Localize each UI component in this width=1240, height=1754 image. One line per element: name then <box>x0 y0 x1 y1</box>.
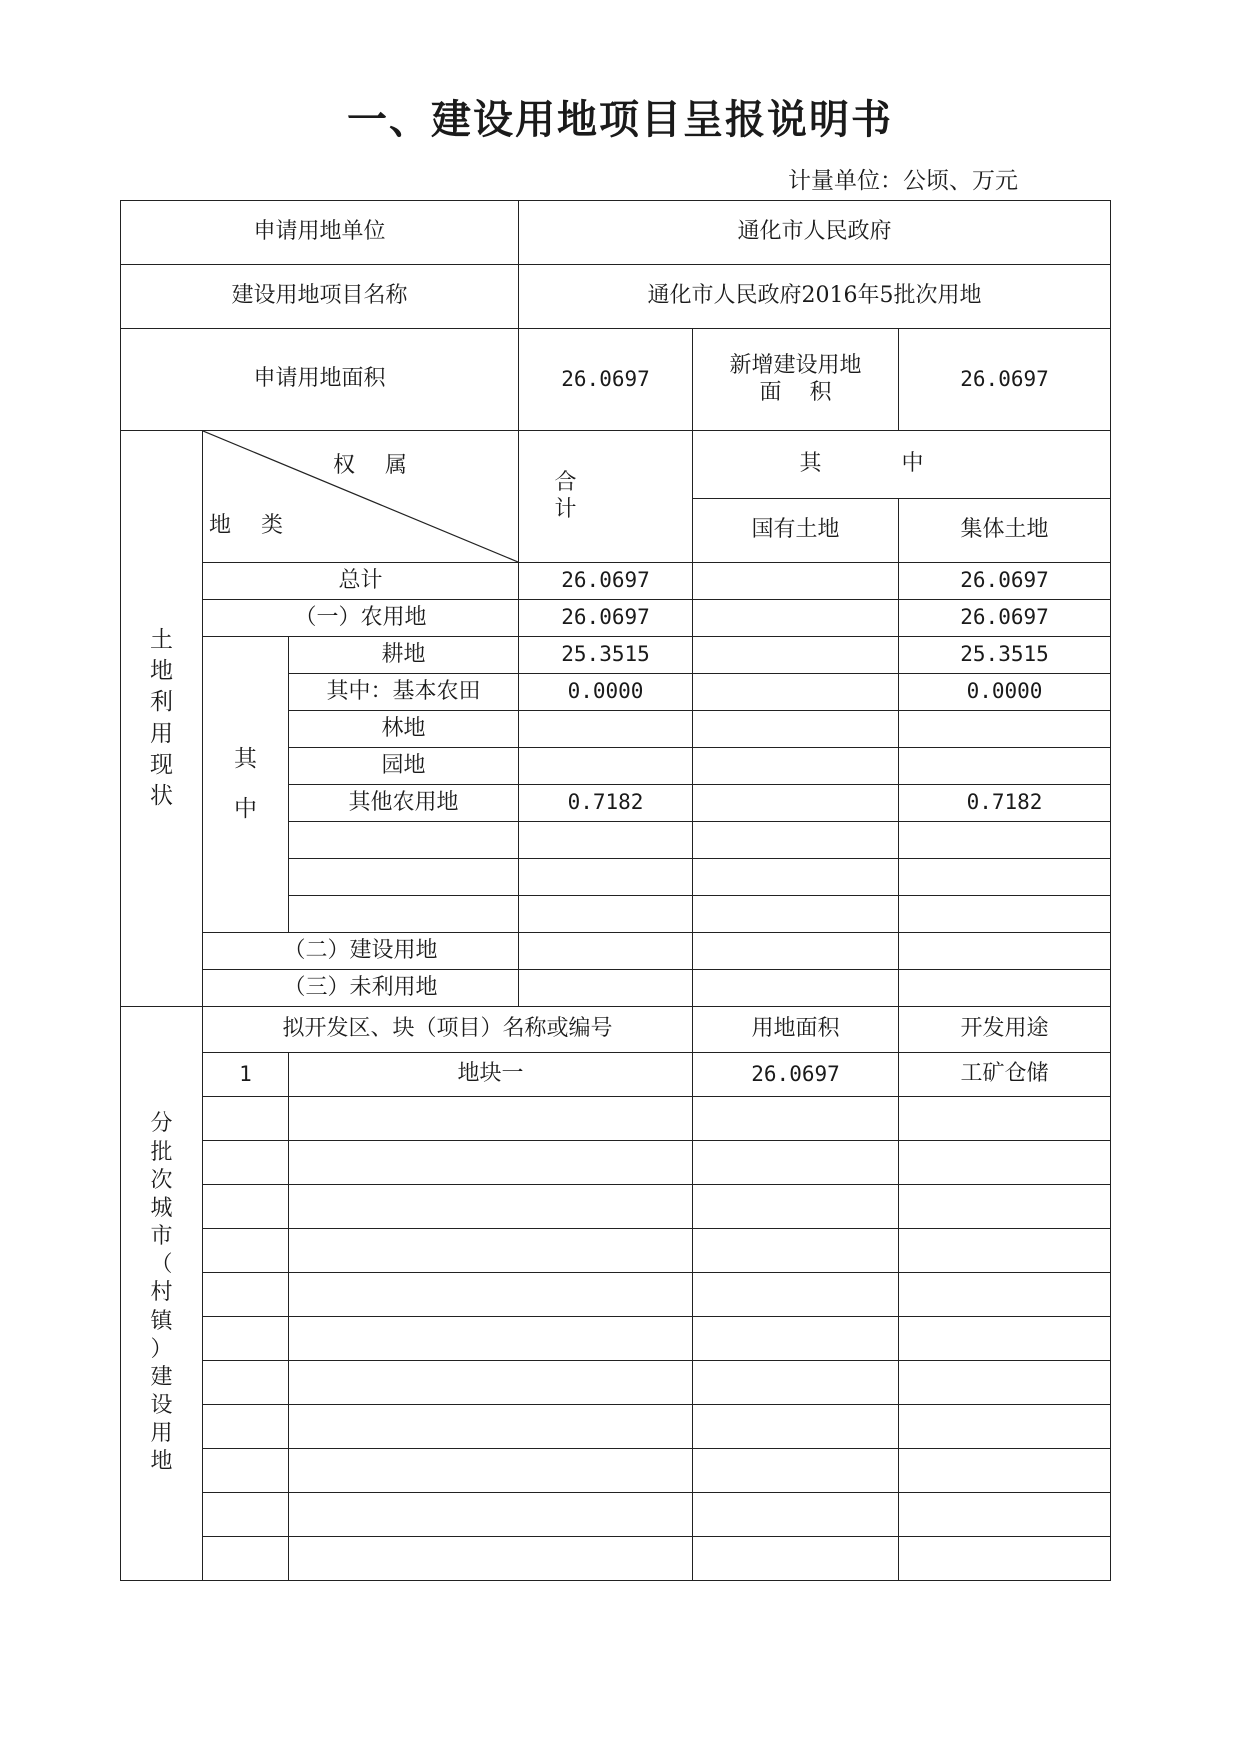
plot-use <box>899 1141 1111 1185</box>
plot-number <box>203 1273 289 1317</box>
batch-row <box>121 1449 1111 1493</box>
plot-area <box>693 1317 899 1361</box>
project-label: 建设用地项目名称 <box>121 265 519 329</box>
batch-section-char: 次 <box>150 1167 173 1193</box>
batch-row <box>121 1053 1111 1097</box>
row-total <box>519 711 693 748</box>
batch-section-char: 地 <box>150 1449 173 1475</box>
batch-row <box>121 1273 1111 1317</box>
land-type-label <box>289 859 519 896</box>
land-type-label <box>289 896 519 933</box>
row-collective: 25.3515 <box>899 637 1111 674</box>
row-total <box>519 859 693 896</box>
plot-name <box>289 1273 693 1317</box>
plot-use <box>899 1097 1111 1141</box>
row-state-owned <box>693 563 899 600</box>
batch-header-row <box>121 1007 1111 1053</box>
batch-section-char: 村 <box>150 1280 173 1306</box>
header-ownership: 权属 <box>333 453 438 478</box>
plot-area <box>693 1537 899 1581</box>
row-state-owned <box>693 859 899 896</box>
land-type-label: （二）建设用地 <box>203 933 519 970</box>
row-total: 26.0697 <box>519 563 693 600</box>
batch-row <box>121 1537 1111 1581</box>
plot-number <box>203 1537 289 1581</box>
row-state-owned <box>693 933 899 970</box>
new-area-label-line1: 新增建设用地 <box>729 353 862 379</box>
inner-label-char: 其 <box>234 746 257 773</box>
land-use-row <box>121 933 1111 970</box>
row-state-owned <box>693 970 899 1007</box>
plot-area <box>693 1493 899 1537</box>
batch-section-label <box>121 1007 203 1581</box>
inner-label-char: 中 <box>234 795 257 822</box>
row-total: 26.0697 <box>519 600 693 637</box>
plot-area <box>693 1229 899 1273</box>
diagonal-line <box>203 431 518 562</box>
land-use-section-label <box>121 431 203 1007</box>
applicant-value: 通化市人民政府 <box>519 201 1111 265</box>
header-plot-name: 拟开发区、块（项目）名称或编号 <box>203 1007 693 1053</box>
applicant-label: 申请用地单位 <box>121 201 519 265</box>
batch-section-char: 设 <box>150 1393 173 1419</box>
row-collective: 0.0000 <box>899 674 1111 711</box>
new-construction-area-label <box>693 329 899 431</box>
batch-section-char: 建 <box>150 1364 173 1390</box>
plot-use: 工矿仓储 <box>899 1053 1111 1097</box>
land-use-row <box>121 970 1111 1007</box>
land-type-label: 耕地 <box>289 637 519 674</box>
batch-section-char: 市 <box>150 1224 173 1250</box>
header-collective-land: 集体土地 <box>899 499 1111 563</box>
row-state-owned <box>693 748 899 785</box>
plot-name <box>289 1185 693 1229</box>
row-total: 25.3515 <box>519 637 693 674</box>
plot-area <box>693 1361 899 1405</box>
diagonal-header-cell <box>203 431 519 563</box>
plot-use <box>899 1537 1111 1581</box>
plot-area <box>693 1405 899 1449</box>
row-collective <box>899 822 1111 859</box>
row-collective <box>899 896 1111 933</box>
land-use-section-char: 地 <box>150 658 173 685</box>
new-area-value: 26.0697 <box>899 329 1111 431</box>
plot-area <box>693 1141 899 1185</box>
inner-of-which-label <box>203 637 289 933</box>
plot-name <box>289 1229 693 1273</box>
new-area-label-line2: 面 积 <box>759 379 832 405</box>
row-total: 0.7182 <box>519 785 693 822</box>
row-collective: 26.0697 <box>899 600 1111 637</box>
plot-use <box>899 1317 1111 1361</box>
plot-number <box>203 1405 289 1449</box>
batch-row <box>121 1185 1111 1229</box>
batch-row <box>121 1141 1111 1185</box>
row-collective: 0.7182 <box>899 785 1111 822</box>
plot-name <box>289 1361 693 1405</box>
plot-name <box>289 1405 693 1449</box>
land-type-label: 林地 <box>289 711 519 748</box>
row-state-owned <box>693 674 899 711</box>
header-land-area: 用地面积 <box>693 1007 899 1053</box>
land-type-label: （三）未利用地 <box>203 970 519 1007</box>
land-type-label: （一）农用地 <box>203 600 519 637</box>
project-row <box>121 265 1111 329</box>
plot-name: 地块一 <box>289 1053 693 1097</box>
land-use-row <box>121 637 1111 674</box>
row-collective <box>899 859 1111 896</box>
row-state-owned <box>693 822 899 859</box>
batch-row <box>121 1405 1111 1449</box>
header-land-type: 地类 <box>209 513 314 538</box>
plot-name <box>289 1141 693 1185</box>
plot-area <box>693 1273 899 1317</box>
batch-section-char: 分 <box>150 1111 173 1137</box>
batch-row <box>121 1229 1111 1273</box>
plot-use <box>899 1361 1111 1405</box>
row-total <box>519 933 693 970</box>
plot-name <box>289 1097 693 1141</box>
application-form-table <box>120 200 1111 1581</box>
land-use-row <box>121 600 1111 637</box>
batch-row <box>121 1317 1111 1361</box>
land-use-section-char: 现 <box>150 751 173 778</box>
row-total <box>519 896 693 933</box>
applicant-row <box>121 201 1111 265</box>
plot-use <box>899 1405 1111 1449</box>
row-state-owned <box>693 637 899 674</box>
area-label: 申请用地面积 <box>121 329 519 431</box>
plot-use <box>899 1229 1111 1273</box>
plot-number <box>203 1361 289 1405</box>
row-total <box>519 748 693 785</box>
land-type-label: 总计 <box>203 563 519 600</box>
plot-number <box>203 1097 289 1141</box>
plot-number <box>203 1185 289 1229</box>
plot-name <box>289 1493 693 1537</box>
land-type-label <box>289 822 519 859</box>
plot-area <box>693 1185 899 1229</box>
plot-name <box>289 1537 693 1581</box>
header-development-use: 开发用途 <box>899 1007 1111 1053</box>
plot-number: 1 <box>203 1053 289 1097</box>
plot-use <box>899 1185 1111 1229</box>
row-state-owned <box>693 600 899 637</box>
project-value: 通化市人民政府2016年5批次用地 <box>519 265 1111 329</box>
row-collective <box>899 970 1111 1007</box>
land-type-label: 其中：基本农田 <box>289 674 519 711</box>
plot-number <box>203 1141 289 1185</box>
batch-row <box>121 1361 1111 1405</box>
batch-section-char: 城 <box>150 1195 173 1221</box>
plot-area: 26.0697 <box>693 1053 899 1097</box>
plot-name <box>289 1449 693 1493</box>
land-use-section-char: 利 <box>150 689 173 716</box>
header-state-owned-land: 国有土地 <box>693 499 899 563</box>
batch-section-char: （ <box>150 1252 173 1278</box>
header-total: 合计 <box>519 431 693 563</box>
plot-area <box>693 1097 899 1141</box>
area-value: 26.0697 <box>519 329 693 431</box>
measurement-unit: 计量单位：公顷、万元 <box>788 168 1018 194</box>
plot-use <box>899 1449 1111 1493</box>
row-total <box>519 970 693 1007</box>
row-collective: 26.0697 <box>899 563 1111 600</box>
plot-number <box>203 1229 289 1273</box>
land-type-label: 园地 <box>289 748 519 785</box>
batch-section-char: 批 <box>150 1139 173 1165</box>
row-state-owned <box>693 711 899 748</box>
batch-section-char: 镇 <box>150 1308 173 1334</box>
row-total: 0.0000 <box>519 674 693 711</box>
plot-name <box>289 1317 693 1361</box>
document-title: 一、建设用地项目呈报说明书 <box>347 97 893 143</box>
row-state-owned <box>693 896 899 933</box>
header-of-which: 其中 <box>693 431 1111 499</box>
row-total <box>519 822 693 859</box>
batch-row <box>121 1097 1111 1141</box>
row-state-owned <box>693 785 899 822</box>
row-collective <box>899 711 1111 748</box>
land-use-row <box>121 563 1111 600</box>
land-use-section-char: 土 <box>150 627 173 654</box>
land-use-header-row-1 <box>121 431 1111 499</box>
row-collective <box>899 933 1111 970</box>
row-collective <box>899 748 1111 785</box>
area-row <box>121 329 1111 431</box>
plot-use <box>899 1273 1111 1317</box>
plot-use <box>899 1493 1111 1537</box>
land-use-section-char: 状 <box>150 782 173 809</box>
plot-number <box>203 1449 289 1493</box>
land-type-label: 其他农用地 <box>289 785 519 822</box>
batch-section-char: ） <box>150 1336 173 1362</box>
plot-number <box>203 1317 289 1361</box>
batch-row <box>121 1493 1111 1537</box>
batch-section-char: 用 <box>150 1421 173 1447</box>
plot-number <box>203 1493 289 1537</box>
plot-area <box>693 1449 899 1493</box>
land-use-section-char: 用 <box>150 720 173 747</box>
